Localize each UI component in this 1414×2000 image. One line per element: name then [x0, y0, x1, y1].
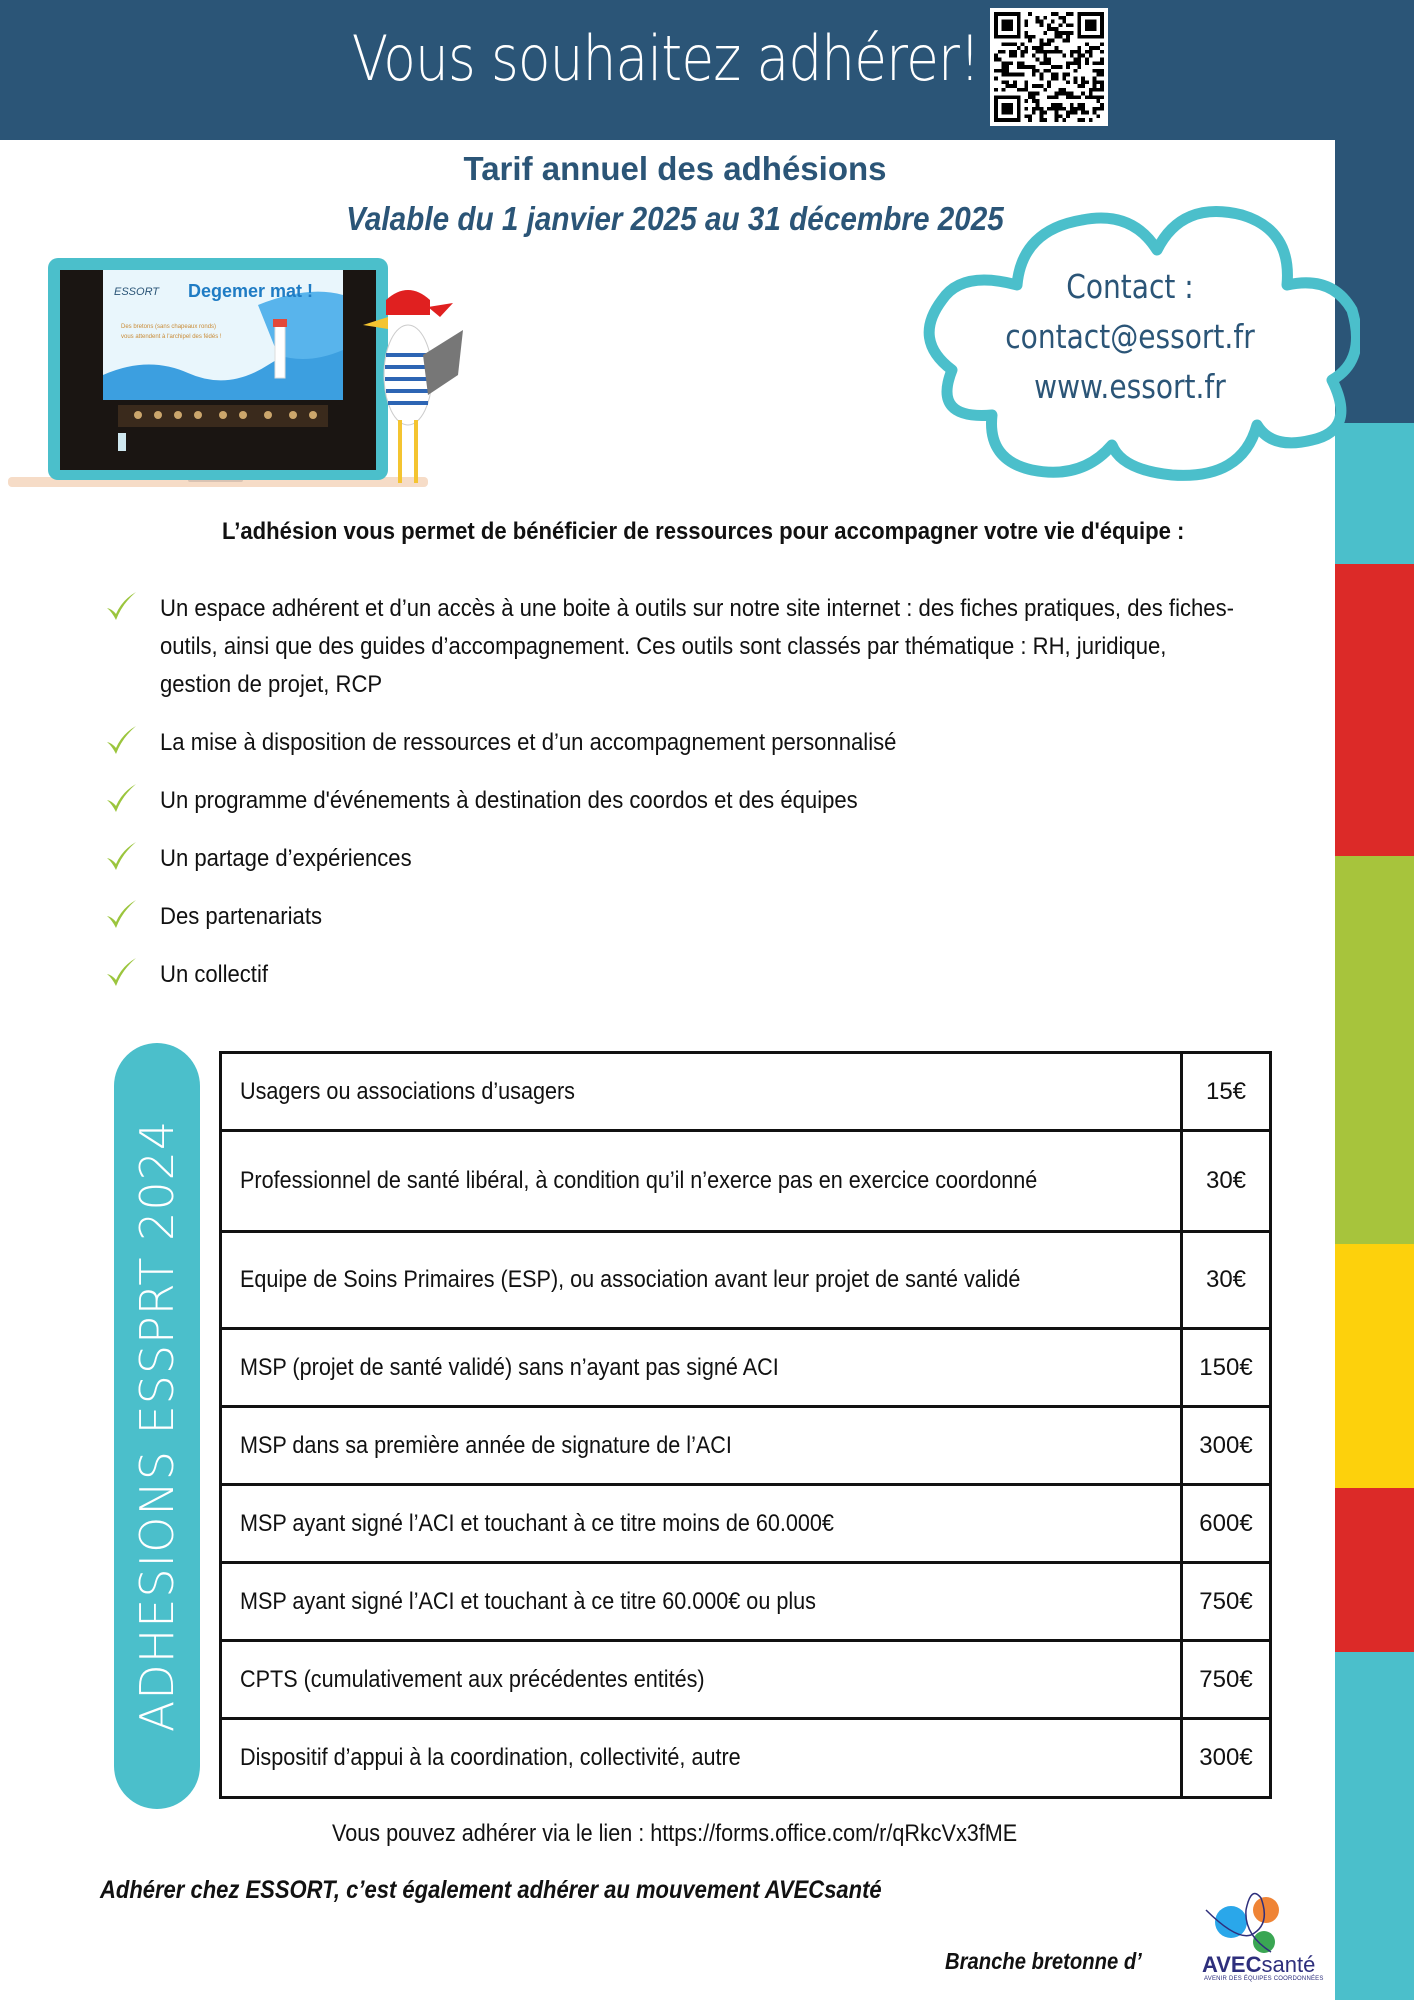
stripe-red-2 [1335, 1488, 1414, 1652]
checkmark-icon [104, 956, 138, 990]
tarif-price: 300€ [1182, 1719, 1271, 1798]
page-title: Vous souhaitez adhérer! [351, 22, 980, 95]
benefit-item [100, 840, 1280, 878]
svg-text:Des bretons (sans chapeaux ron: Des bretons (sans chapeaux ronds) [121, 324, 217, 330]
screen-logo: ESSORT [114, 286, 160, 298]
svg-text:vous attendent à l'archipel de: vous attendent à l'archipel des fédés ! [121, 334, 222, 340]
tarif-row [221, 1407, 1271, 1485]
benefit-text: Des partenariats [160, 903, 323, 930]
stripe-yellow [1335, 1244, 1414, 1488]
tarif-category: Dispositif d’appui à la coordination, collectivité, autre [221, 1719, 1182, 1798]
tarif-row [221, 1131, 1271, 1232]
checkmark-icon [104, 782, 138, 816]
benefit-item [100, 898, 1280, 936]
membership-link-text[interactable]: Vous pouvez adhérer via le lien : https://forms.office.com/r/qRkcVx3fME [332, 1820, 1018, 1847]
tarif-price: 30€ [1182, 1131, 1271, 1232]
adhesions-badge-label: ADHESIONS ESSPRT 2024 [130, 1119, 184, 1733]
tarif-price: 600€ [1182, 1485, 1271, 1563]
tarif-price: 300€ [1182, 1407, 1271, 1485]
stripe-red [1335, 564, 1414, 856]
benefit-text: Un collectif [160, 961, 268, 988]
benefit-text: La mise à disposition de ressources et d’un accompagnement personnalisé [160, 729, 897, 756]
benefit-text: Un programme d'événements à destination des coordos et des équipes [160, 787, 858, 814]
tarif-category: MSP dans sa première année de signature de l’ACI [221, 1407, 1182, 1485]
tarif-category: Professionnel de santé libéral, à condition qu’il n’exerce pas en exercice coordonné [221, 1131, 1182, 1232]
contact-email[interactable]: contact@essort.fr [1005, 317, 1255, 356]
tarif-row [221, 1719, 1271, 1798]
tarif-row [221, 1563, 1271, 1641]
tarif-row [221, 1329, 1271, 1407]
benefit-item [100, 724, 1280, 762]
tarif-price: 750€ [1182, 1563, 1271, 1641]
tarif-price: 750€ [1182, 1641, 1271, 1719]
contact-label: Contact : [1066, 267, 1194, 306]
tarif-price: 15€ [1182, 1053, 1271, 1131]
benefit-item [100, 956, 1280, 994]
benefit-text: Un espace adhérent et d’un accès à une boite à outils sur notre site internet : des fiches pratiques, des fiches-outils, ainsi que des guides d’accompagnement. Ces outils sont classés par thématique : RH, juridique, gestion de projet, RCP [160, 595, 1234, 698]
tarif-category: Equipe de Soins Primaires (ESP), ou association avant leur projet de santé validé [221, 1232, 1182, 1329]
contact-website[interactable]: www.essort.fr [1034, 367, 1226, 406]
tarifs-table [219, 1051, 1272, 1799]
benefit-item [100, 782, 1280, 820]
branch-label: Branche bretonne d’ [945, 1948, 1142, 1974]
tarif-row [221, 1485, 1271, 1563]
screen-title: Degemer mat ! [188, 281, 314, 301]
tarif-category: MSP ayant signé l’ACI et touchant à ce titre 60.000€ ou plus [221, 1563, 1182, 1641]
stripe-green [1335, 856, 1414, 1244]
tarif-heading: Tarif annuel des adhésions [463, 150, 887, 187]
tarif-category: Usagers ou associations d’usagers [221, 1053, 1182, 1131]
avecsante-statement: Adhérer chez ESSORT, c’est également adhérer au mouvement AVECsanté [100, 1876, 882, 1904]
benefits-list [100, 590, 1280, 1014]
tarif-price: 30€ [1182, 1232, 1271, 1329]
benefit-item [100, 590, 1280, 704]
checkmark-icon [104, 840, 138, 874]
benefit-text: Un partage d’expériences [160, 845, 412, 872]
tarif-row [221, 1232, 1271, 1329]
checkmark-icon [104, 898, 138, 932]
checkmark-icon [104, 590, 138, 624]
contact-block [1003, 262, 1258, 412]
tarif-row [221, 1053, 1271, 1131]
tarif-category: CPTS (cumulativement aux précédentes entités) [221, 1641, 1182, 1719]
tarif-price: 150€ [1182, 1329, 1271, 1407]
tarif-category: MSP (projet de santé validé) sans n’ayant pas signé ACI [221, 1329, 1182, 1407]
tarif-category: MSP ayant signé l’ACI et touchant à ce titre moins de 60.000€ [221, 1485, 1182, 1563]
tarif-row [221, 1641, 1271, 1719]
qr-code-icon[interactable] [990, 8, 1108, 126]
avecsante-tagline: AVENIR DES ÉQUIPES COORDONNÉES [1204, 1976, 1324, 1982]
intro-text: L’adhésion vous permet de bénéficier de ressources pour accompagner votre vie d'équipe : [222, 518, 1185, 545]
validity-heading: Valable du 1 janvier 2025 au 31 décembre 2025 [346, 200, 1004, 237]
laptop-illustration [8, 255, 478, 490]
avecsante-logo-text: AVECsanté [1202, 1952, 1316, 1977]
checkmark-icon [104, 724, 138, 758]
